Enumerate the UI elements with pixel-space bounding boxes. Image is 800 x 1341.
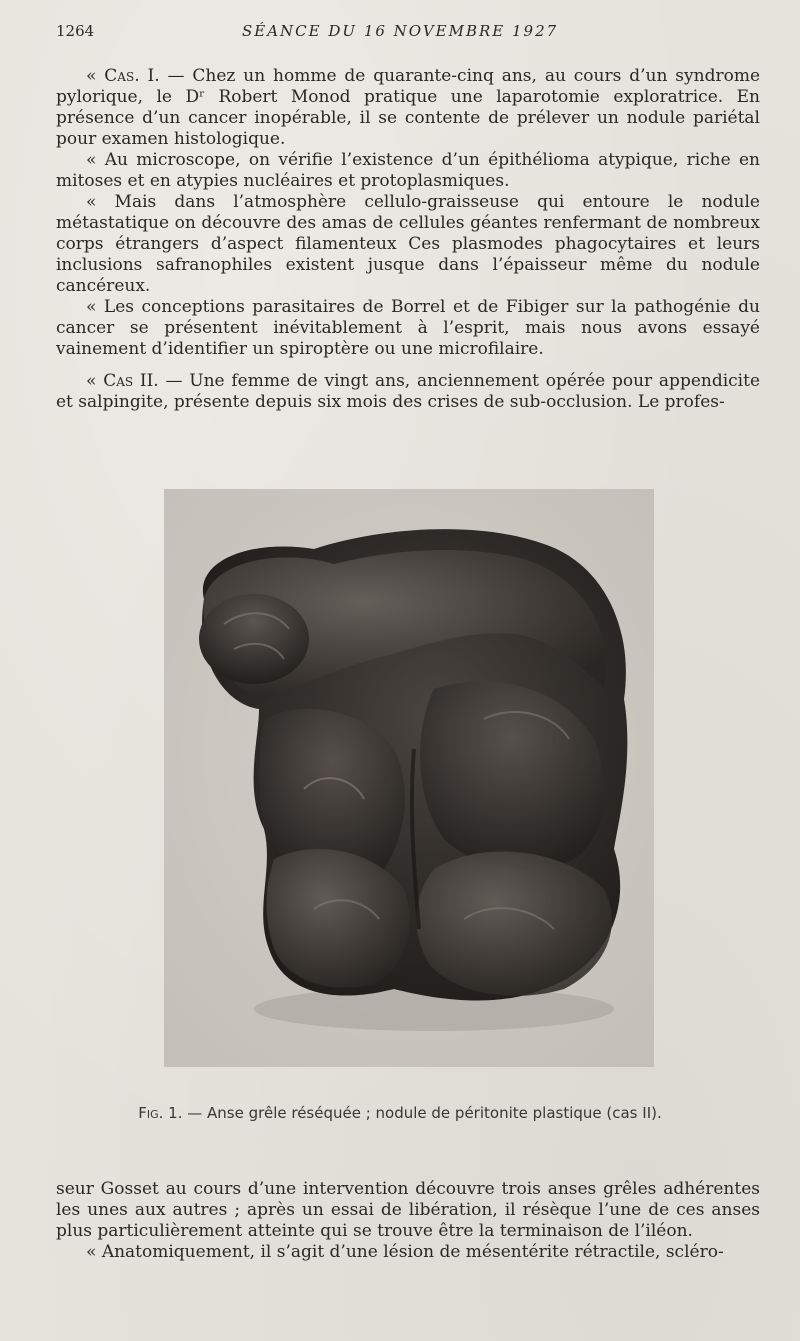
running-head: SÉANCE DU 16 NOVEMBRE 1927 — [242, 22, 559, 40]
paragraph: « Anatomiquement, il s’agit d’une lésion de mésentérite rétractile, scléro- — [86, 1242, 724, 1262]
resected-bowel-image — [164, 489, 654, 1067]
paragraph: seur Gosset au cours d’une intervention découvre trois anses grêles adhérentes les unes aux autres ; après un essai de libération, il résèque l’une de ces anses plus particulièrement atteinte qui se trouve être la terminaison de l’iléon. — [56, 1179, 760, 1241]
body-text-top — [56, 66, 760, 413]
figure-caption-text: — Anse grêle réséquée ; nodule de péritonite plastique (cas II). — [182, 1104, 662, 1122]
page-header — [56, 22, 760, 44]
paragraph: « Mais dans l’atmosphère cellulo-graisseuse qui entoure le nodule métastatique on découvre des amas de cellules géantes renfermant de nombreux corps étrangers d’aspect filamenteux Ces plasmodes phagocytaires et leurs inclusions safranophiles existent jusque dans l’épaisseur même du nodule cancéreux. — [56, 192, 760, 296]
paragraph: « Cas II. — Une femme de vingt ans, anciennement opérée pour appendicite et salpingite, présente depuis six mois des crises de sub-occlusion. Le profes- — [56, 371, 761, 412]
paragraph: « Les conceptions parasitaires de Borrel et de Fibiger sur la pathogénie du cancer se présentent inévitablement à l’esprit, mais nous avons essayé vainement d’identifier un spiroptère ou une microfilaire. — [56, 297, 760, 359]
figure-photograph — [164, 489, 654, 1067]
page-number: 1264 — [56, 22, 95, 40]
figure-label: Fig. 1. — [138, 1104, 183, 1122]
paragraph: « Au microscope, on vérifie l’existence d’un épithélioma atypique, riche en mitoses et en atypies nucléaires et protoplasmiques. — [56, 150, 760, 191]
paragraph: « Cas. I. — Chez un homme de quarante-cinq ans, au cours d’un syndrome pylorique, le Dʳ Robert Monod pratique une laparotomie exploratrice. En présence d’un cancer inopérable, il se contente de prélever un nodule pariétal pour examen histologique. — [56, 66, 761, 149]
figure-caption — [0, 1104, 800, 1122]
body-text-bottom — [56, 1179, 760, 1263]
